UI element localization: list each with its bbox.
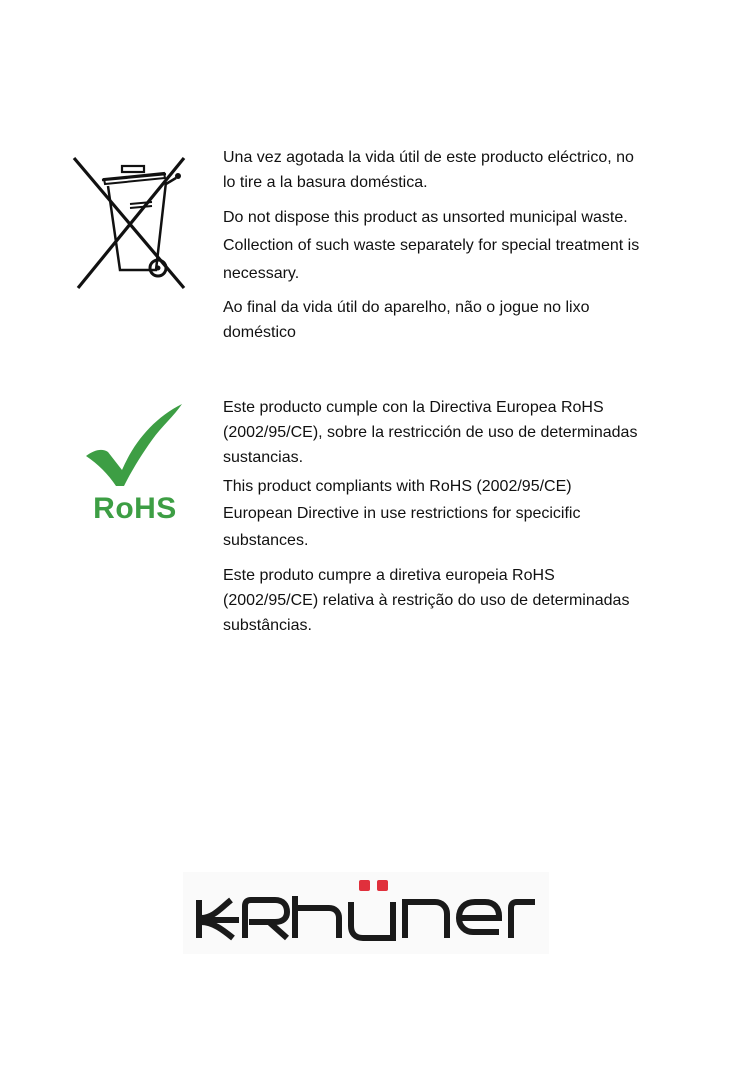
weee-text-spanish: Una vez agotada la vida útil de este producto eléctrico, no lo tire a la basura doméstica. [223, 149, 634, 191]
brand-logo [183, 872, 549, 954]
rohs-section [0, 390, 737, 650]
green-checkmark-icon [82, 398, 188, 488]
weee-text-english: Do not dispose this product as unsorted municipal waste. Collection of such waste separately for special treatment is necessary. [223, 209, 640, 282]
rohs-text-portuguese: Este produto cumpre a diretiva europeia RoHS (2002/95/CE) relativa à restrição do uso de determinadas substâncias. [223, 567, 630, 634]
rohs-badge [82, 398, 188, 524]
rohs-text-english: This product compliants with RoHS (2002/95/CE) European Directive in use restrictions for specicific substances. [223, 478, 581, 549]
crossed-out-bin-icon [68, 152, 188, 294]
krhuner-logo [183, 872, 549, 954]
weee-section [0, 140, 737, 350]
rohs-text-spanish: Este producto cumple con la Directiva Europea RoHS (2002/95/CE), sobre la restricción de uso de determinadas sustancias. [223, 399, 638, 466]
rohs-text-block [223, 390, 643, 638]
weee-text-block [223, 140, 643, 345]
weee-text-portuguese: Ao final da vida útil do aparelho, não o jogue no lixo doméstico [223, 299, 590, 341]
rohs-label: RoHS [93, 492, 177, 525]
